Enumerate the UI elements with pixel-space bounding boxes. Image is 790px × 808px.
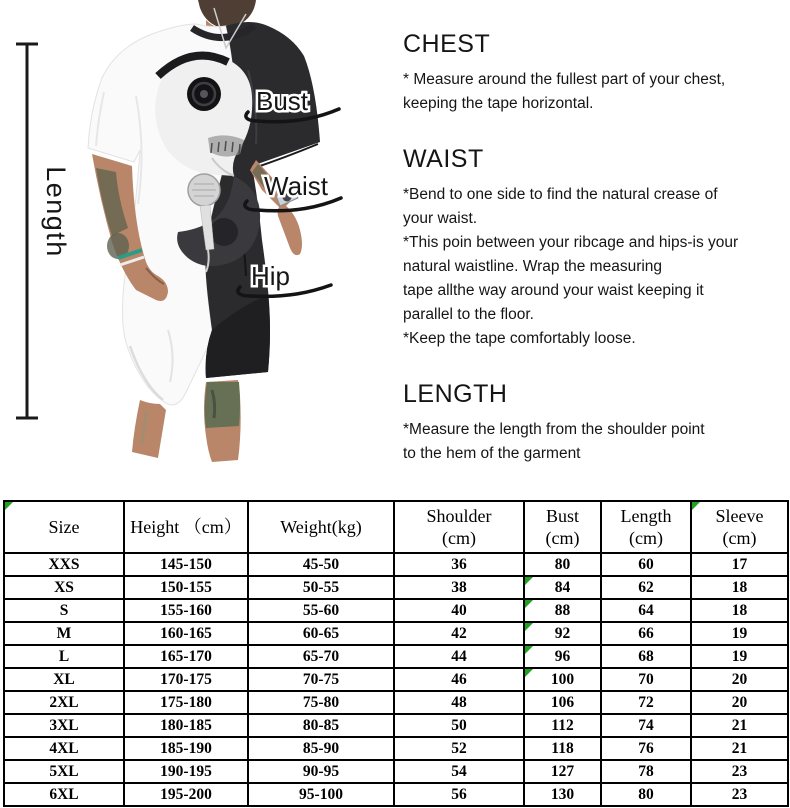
size-table-body: [4, 553, 788, 806]
table-cell: 50: [394, 714, 524, 737]
table-cell: 23: [691, 783, 788, 806]
table-cell: 76: [601, 737, 691, 760]
table-cell: 38: [394, 576, 524, 599]
table-cell: 80-85: [248, 714, 394, 737]
table-cell: 4XL: [4, 737, 124, 760]
table-cell: 160-165: [124, 622, 248, 645]
table-cell: 92: [524, 622, 601, 645]
instruction-line: parallel to the floor.: [403, 306, 534, 323]
table-cell: 20: [691, 691, 788, 714]
table-cell: 36: [394, 553, 524, 576]
table-cell: 50-55: [248, 576, 394, 599]
table-cell: L: [4, 645, 124, 668]
table-cell: 21: [691, 737, 788, 760]
table-row: [4, 645, 788, 668]
table-cell: 40: [394, 599, 524, 622]
model-photo: [0, 0, 400, 470]
table-cell: 19: [691, 622, 788, 645]
table-cell: 100: [524, 668, 601, 691]
col-header-sleeve: Sleeve (cm): [691, 501, 788, 553]
chest-section: [403, 30, 785, 116]
table-cell: XS: [4, 576, 124, 599]
table-cell: 17: [691, 553, 788, 576]
table-row: [4, 668, 788, 691]
length-label: Length: [41, 166, 71, 258]
instruction-line: * Measure around the fullest part of your chest,: [403, 71, 726, 88]
table-cell: XL: [4, 668, 124, 691]
table-cell: 5XL: [4, 760, 124, 783]
col-header-weight: Weight(kg): [248, 501, 394, 553]
table-cell: 78: [601, 760, 691, 783]
table-cell: 68: [601, 645, 691, 668]
table-row: [4, 553, 788, 576]
instruction-line: natural waistline. Wrap the measuring: [403, 258, 663, 275]
col-header-shoulder: Shoulder (cm): [394, 501, 524, 553]
size-chart-table: [3, 500, 789, 807]
table-cell: 150-155: [124, 576, 248, 599]
table-cell: 20: [691, 668, 788, 691]
green-corner-marker: [692, 502, 700, 510]
waist-section: [403, 145, 785, 351]
table-row: [4, 691, 788, 714]
table-cell: 170-175: [124, 668, 248, 691]
green-corner-marker: [5, 502, 13, 510]
table-cell: 127: [524, 760, 601, 783]
table-cell: 195-200: [124, 783, 248, 806]
table-cell: 66: [601, 622, 691, 645]
col-header-bust: Bust (cm): [524, 501, 601, 553]
table-cell: 62: [601, 576, 691, 599]
table-row: [4, 783, 788, 806]
table-cell: XXS: [4, 553, 124, 576]
table-cell: 2XL: [4, 691, 124, 714]
table-cell: 18: [691, 599, 788, 622]
table-cell: 96: [524, 645, 601, 668]
table-cell: 90-95: [248, 760, 394, 783]
green-corner-marker: [525, 600, 533, 608]
length-heading: LENGTH: [403, 380, 508, 408]
instruction-line: *Keep the tape comfortably loose.: [403, 330, 636, 347]
table-cell: 52: [394, 737, 524, 760]
table-row: [4, 760, 788, 783]
table-row: [4, 599, 788, 622]
table-cell: 21: [691, 714, 788, 737]
chest-heading: CHEST: [403, 30, 491, 58]
table-cell: 165-170: [124, 645, 248, 668]
table-cell: 106: [524, 691, 601, 714]
col-header-size: Size: [4, 501, 124, 553]
green-corner-marker: [525, 646, 533, 654]
instruction-line: tape allthe way around your waist keeping it: [403, 282, 704, 299]
table-cell: 80: [524, 553, 601, 576]
table-cell: 88: [524, 599, 601, 622]
table-row: [4, 622, 788, 645]
table-row: [4, 576, 788, 599]
table-cell: 70: [601, 668, 691, 691]
table-cell: 175-180: [124, 691, 248, 714]
table-cell: 145-150: [124, 553, 248, 576]
table-cell: 84: [524, 576, 601, 599]
bust-label: Bust: [256, 86, 309, 116]
table-cell: 46: [394, 668, 524, 691]
table-cell: 155-160: [124, 599, 248, 622]
table-row: [4, 714, 788, 737]
table-cell: 23: [691, 760, 788, 783]
hip-label: Hip: [251, 261, 291, 291]
table-cell: 112: [524, 714, 601, 737]
table-cell: 80: [601, 783, 691, 806]
green-corner-marker: [525, 669, 533, 677]
table-cell: 74: [601, 714, 691, 737]
table-cell: 130: [524, 783, 601, 806]
table-cell: 19: [691, 645, 788, 668]
waist-heading: WAIST: [403, 145, 484, 173]
table-header-row: [4, 501, 788, 553]
green-corner-marker: [525, 623, 533, 631]
table-cell: 70-75: [248, 668, 394, 691]
table-cell: 180-185: [124, 714, 248, 737]
instruction-line: *This poin between your ribcage and hips-is your: [403, 234, 739, 251]
table-cell: 6XL: [4, 783, 124, 806]
table-cell: 48: [394, 691, 524, 714]
length-measure-line: [16, 44, 38, 418]
table-cell: 185-190: [124, 737, 248, 760]
table-cell: 72: [601, 691, 691, 714]
table-cell: 60-65: [248, 622, 394, 645]
table-cell: 85-90: [248, 737, 394, 760]
instruction-line: *Measure the length from the shoulder point: [403, 421, 705, 438]
green-corner-marker: [525, 577, 533, 585]
table-cell: 118: [524, 737, 601, 760]
table-cell: 42: [394, 622, 524, 645]
measuring-instructions: [403, 30, 785, 495]
table-cell: S: [4, 599, 124, 622]
table-cell: 56: [394, 783, 524, 806]
instruction-line: your waist.: [403, 210, 478, 227]
table-row: [4, 737, 788, 760]
table-cell: 3XL: [4, 714, 124, 737]
instruction-line: keeping the tape horizontal.: [403, 95, 594, 112]
waist-label: Waist: [264, 171, 329, 201]
table-cell: 75-80: [248, 691, 394, 714]
table-cell: M: [4, 622, 124, 645]
table-cell: 60: [601, 553, 691, 576]
table-cell: 44: [394, 645, 524, 668]
length-section: [403, 380, 785, 466]
table-cell: 64: [601, 599, 691, 622]
table-cell: 190-195: [124, 760, 248, 783]
table-cell: 65-70: [248, 645, 394, 668]
table-cell: 18: [691, 576, 788, 599]
col-header-height: Height （cm）: [124, 501, 248, 553]
instruction-line: *Bend to one side to find the natural crease of: [403, 186, 718, 203]
instruction-line: to the hem of the garment: [403, 445, 581, 462]
table-cell: 54: [394, 760, 524, 783]
table-cell: 95-100: [248, 783, 394, 806]
col-header-length: Length (cm): [601, 501, 691, 553]
table-cell: 45-50: [248, 553, 394, 576]
table-cell: 55-60: [248, 599, 394, 622]
